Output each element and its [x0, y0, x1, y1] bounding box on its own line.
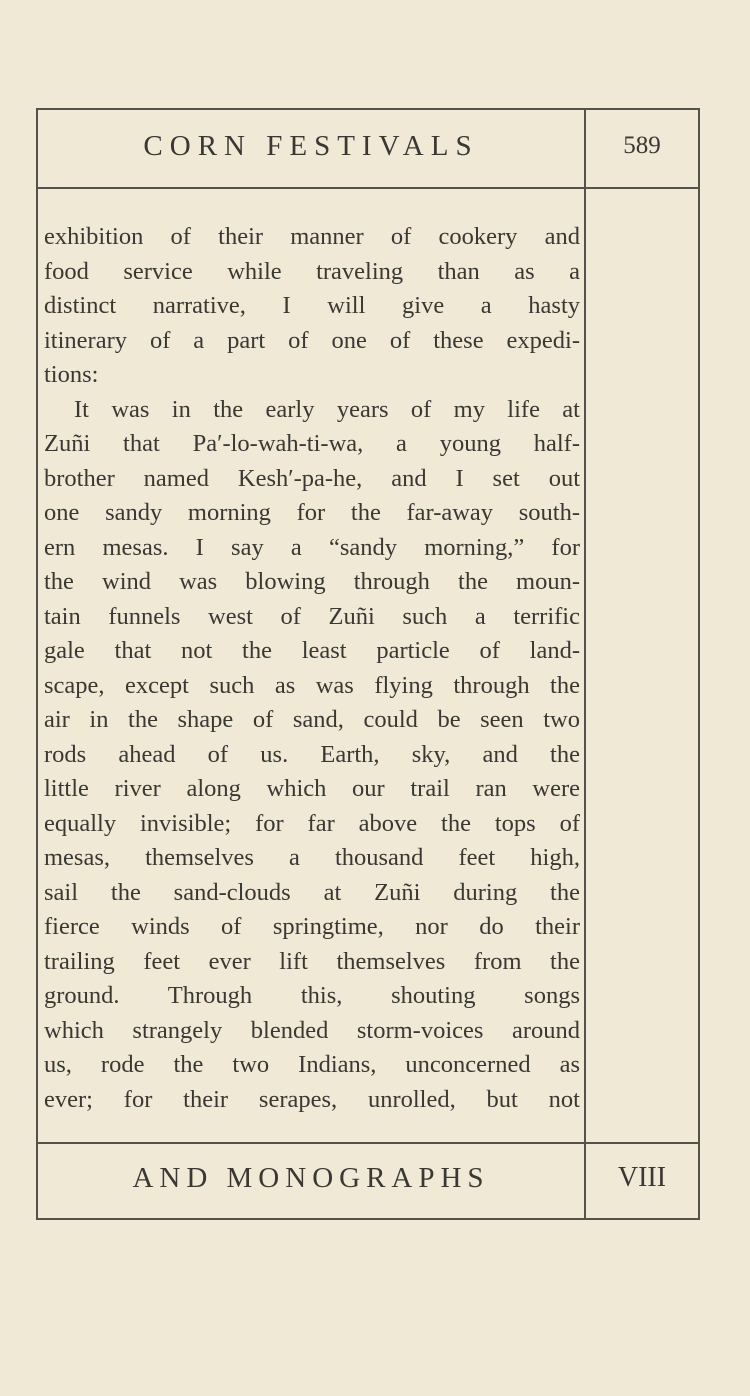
text-line: rods ahead of us. Earth, sky, and the: [44, 740, 580, 768]
text-line: one sandy morning for the far-away south-: [44, 499, 580, 526]
text-line: air in the shape of sand, could be seen two: [44, 706, 580, 733]
text-line: sail the sand-clouds at Zuñi during the: [44, 878, 580, 906]
body-text: [44, 220, 580, 1117]
footer-rule: [38, 1142, 698, 1144]
text-line: trailing feet ever lift themselves from the: [44, 947, 580, 975]
text-line: scape, except such as was flying through the: [44, 671, 580, 699]
text-line: little river along which our trail ran were: [44, 775, 580, 802]
page-frame: [36, 108, 700, 1220]
series-title: AND MONOGRAPHS: [132, 1162, 490, 1194]
header-rule: [38, 187, 698, 189]
text-line: the wind was blowing through the moun-: [44, 568, 580, 595]
column-divider: [584, 110, 586, 1220]
text-line: food service while traveling than as a: [44, 257, 580, 285]
text-line: ever; for their serapes, unrolled, but not: [44, 1085, 580, 1113]
text-line: us, rode the two Indians, unconcerned as: [44, 1051, 580, 1078]
text-line: ern mesas. I say a “sandy morning,” for: [44, 533, 580, 561]
text-line: itinerary of a part of one of these expedi-: [44, 326, 580, 354]
text-line: tions:: [44, 361, 99, 388]
text-line: brother named Kesh′-pa-he, and I set out: [44, 464, 580, 492]
text-line: Zuñi that Pa′-lo-wah-ti-wa, a young half-: [44, 430, 580, 457]
text-line: ground. Through this, shouting songs: [44, 982, 580, 1009]
text-line: equally invisible; for far above the tops of: [44, 809, 580, 837]
running-title: CORN FESTIVALS: [143, 130, 479, 162]
text-line: gale that not the least particle of land-: [44, 637, 580, 664]
text-line: tain funnels west of Zuñi such a terrific: [44, 602, 580, 630]
text-line: It was in the early years of my life at: [74, 395, 580, 423]
volume-number: VIII: [617, 1162, 667, 1193]
text-line: mesas, themselves a thousand feet high,: [44, 844, 580, 871]
text-line: exhibition of their manner of cookery and: [44, 223, 580, 250]
text-line: distinct narrative, I will give a hasty: [44, 292, 580, 319]
page-number: 589: [623, 132, 661, 159]
text-line: which strangely blended storm-voices around: [44, 1016, 580, 1044]
text-line: fierce winds of springtime, nor do their: [44, 913, 580, 940]
